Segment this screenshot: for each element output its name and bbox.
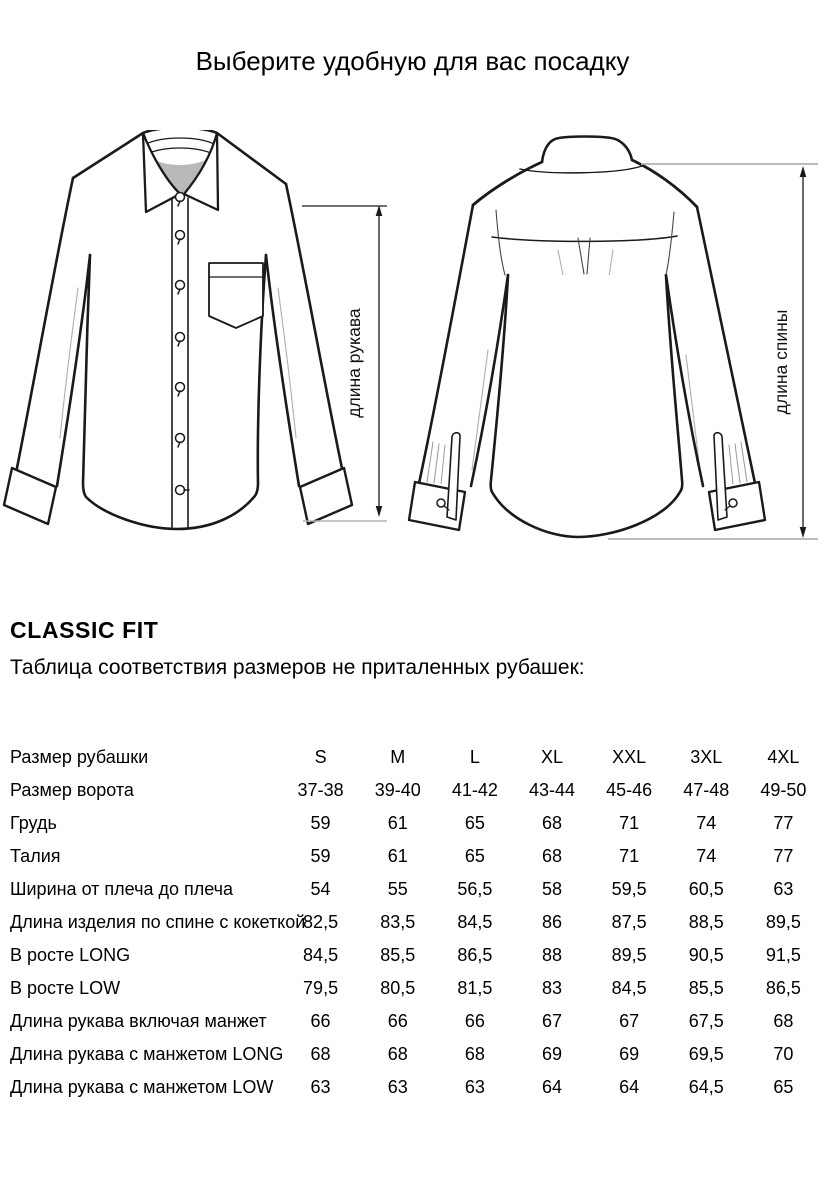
cell: 61 — [387, 813, 408, 833]
cell: 71 — [619, 813, 640, 833]
cell: 84,5 — [303, 945, 339, 965]
size-header-cell: XL — [540, 747, 563, 767]
cell: 65 — [773, 1077, 794, 1097]
cell: 69 — [541, 1044, 562, 1064]
cell: 74 — [696, 846, 717, 866]
cell: 90,5 — [688, 945, 724, 965]
cell: 79,5 — [303, 978, 339, 998]
cell: 45-46 — [606, 780, 653, 800]
cell: 74 — [696, 813, 717, 833]
cell: 41-42 — [451, 780, 498, 800]
size-header-cell: S — [314, 747, 327, 767]
cell: 88,5 — [688, 912, 724, 932]
back-shirt-illustration — [409, 137, 765, 538]
row-label: Талия — [10, 846, 61, 866]
size-header-cell: XXL — [612, 747, 647, 767]
table-row — [10, 1005, 822, 1038]
cell: 39-40 — [374, 780, 421, 800]
cell: 70 — [773, 1044, 794, 1064]
cell: 55 — [387, 879, 408, 899]
cell: 66 — [464, 1011, 485, 1031]
cell: 63 — [464, 1077, 485, 1097]
cell: 77 — [773, 846, 794, 866]
cell: 67 — [541, 1011, 562, 1031]
cell: 65 — [464, 813, 485, 833]
size-table — [10, 741, 822, 1104]
cell: 88 — [541, 945, 562, 965]
cell: 86 — [541, 912, 562, 932]
cell: 64 — [541, 1077, 562, 1097]
cell: 63 — [387, 1077, 408, 1097]
table-row — [10, 906, 822, 939]
table-row — [10, 774, 822, 807]
cell: 47-48 — [683, 780, 730, 800]
table-row — [10, 1071, 822, 1104]
cell: 49-50 — [760, 780, 807, 800]
cell: 83,5 — [380, 912, 416, 932]
cell: 56,5 — [457, 879, 493, 899]
back-collar — [520, 137, 642, 173]
table-row — [10, 807, 822, 840]
cell: 71 — [619, 846, 640, 866]
row-label: Ширина от плеча до плеча — [10, 879, 234, 899]
cell: 86,5 — [765, 978, 801, 998]
cell: 68 — [541, 846, 562, 866]
cell: 68 — [387, 1044, 408, 1064]
arrow-down-icon — [376, 506, 383, 517]
cell: 68 — [541, 813, 562, 833]
row-label: Длина рукава с манжетом LONG — [10, 1044, 284, 1064]
row-label: В росте LOW — [10, 978, 121, 998]
fit-heading: CLASSIC FIT — [10, 617, 159, 643]
sleeve-length-label: длина рукава — [344, 308, 364, 418]
size-diagram — [0, 130, 825, 560]
arrow-down-icon — [800, 527, 807, 538]
cell: 85,5 — [688, 978, 724, 998]
cell: 66 — [387, 1011, 408, 1031]
cell: 59 — [310, 846, 331, 866]
cell: 80,5 — [380, 978, 416, 998]
back-length-label: длина спины — [771, 309, 791, 415]
size-header-cell: M — [390, 747, 406, 767]
row-label: Длина рукава с манжетом LOW — [10, 1077, 274, 1097]
cell: 59,5 — [611, 879, 647, 899]
cell: 66 — [310, 1011, 331, 1031]
cell: 58 — [541, 879, 562, 899]
cell: 82,5 — [303, 912, 339, 932]
size-header-cell: 3XL — [690, 747, 723, 767]
size-header-cell: 4XL — [767, 747, 800, 767]
cell: 54 — [310, 879, 331, 899]
size-header-cell: L — [469, 747, 480, 767]
table-row — [10, 1038, 822, 1071]
page-title: Выберите удобную для вас посадку — [195, 46, 630, 76]
cell: 64 — [619, 1077, 640, 1097]
cell: 63 — [773, 879, 794, 899]
cell: 68 — [464, 1044, 485, 1064]
cell: 59 — [310, 813, 331, 833]
cell: 77 — [773, 813, 794, 833]
cell: 81,5 — [457, 978, 493, 998]
cell: 67 — [619, 1011, 640, 1031]
table-row — [10, 972, 822, 1005]
cell: 63 — [310, 1077, 331, 1097]
table-subtitle: Таблица соответствия размеров не приталенных рубашек: — [10, 656, 585, 679]
table-row — [10, 873, 822, 906]
cell: 91,5 — [765, 945, 801, 965]
cell: 84,5 — [457, 912, 493, 932]
cell: 69,5 — [688, 1044, 724, 1064]
row-label: Грудь — [10, 813, 57, 833]
cell: 83 — [541, 978, 562, 998]
table-row — [10, 840, 822, 873]
front-shirt-illustration — [4, 130, 352, 529]
row-label: В росте LONG — [10, 945, 131, 965]
cell: 89,5 — [765, 912, 801, 932]
cell: 84,5 — [611, 978, 647, 998]
cell: 68 — [773, 1011, 794, 1031]
row-label: Размер рубашки — [10, 747, 149, 767]
table-row — [10, 939, 822, 972]
cell: 60,5 — [688, 879, 724, 899]
cell: 68 — [310, 1044, 331, 1064]
arrow-up-icon — [800, 166, 807, 177]
table-header-row — [10, 741, 822, 774]
cell: 67,5 — [688, 1011, 724, 1031]
cell: 65 — [464, 846, 485, 866]
cell: 86,5 — [457, 945, 493, 965]
row-label: Размер ворота — [10, 780, 134, 800]
cell: 61 — [387, 846, 408, 866]
chest-pocket — [209, 263, 263, 328]
cell: 43-44 — [528, 780, 576, 800]
cell: 89,5 — [611, 945, 647, 965]
cell: 37-38 — [297, 780, 344, 800]
cell: 87,5 — [611, 912, 647, 932]
cell: 69 — [619, 1044, 640, 1064]
row-label: Длина рукава включая манжет — [10, 1011, 267, 1031]
row-label: Длина изделия по спине с кокеткой — [10, 912, 306, 932]
cell: 85,5 — [380, 945, 416, 965]
cell: 64,5 — [688, 1077, 724, 1097]
